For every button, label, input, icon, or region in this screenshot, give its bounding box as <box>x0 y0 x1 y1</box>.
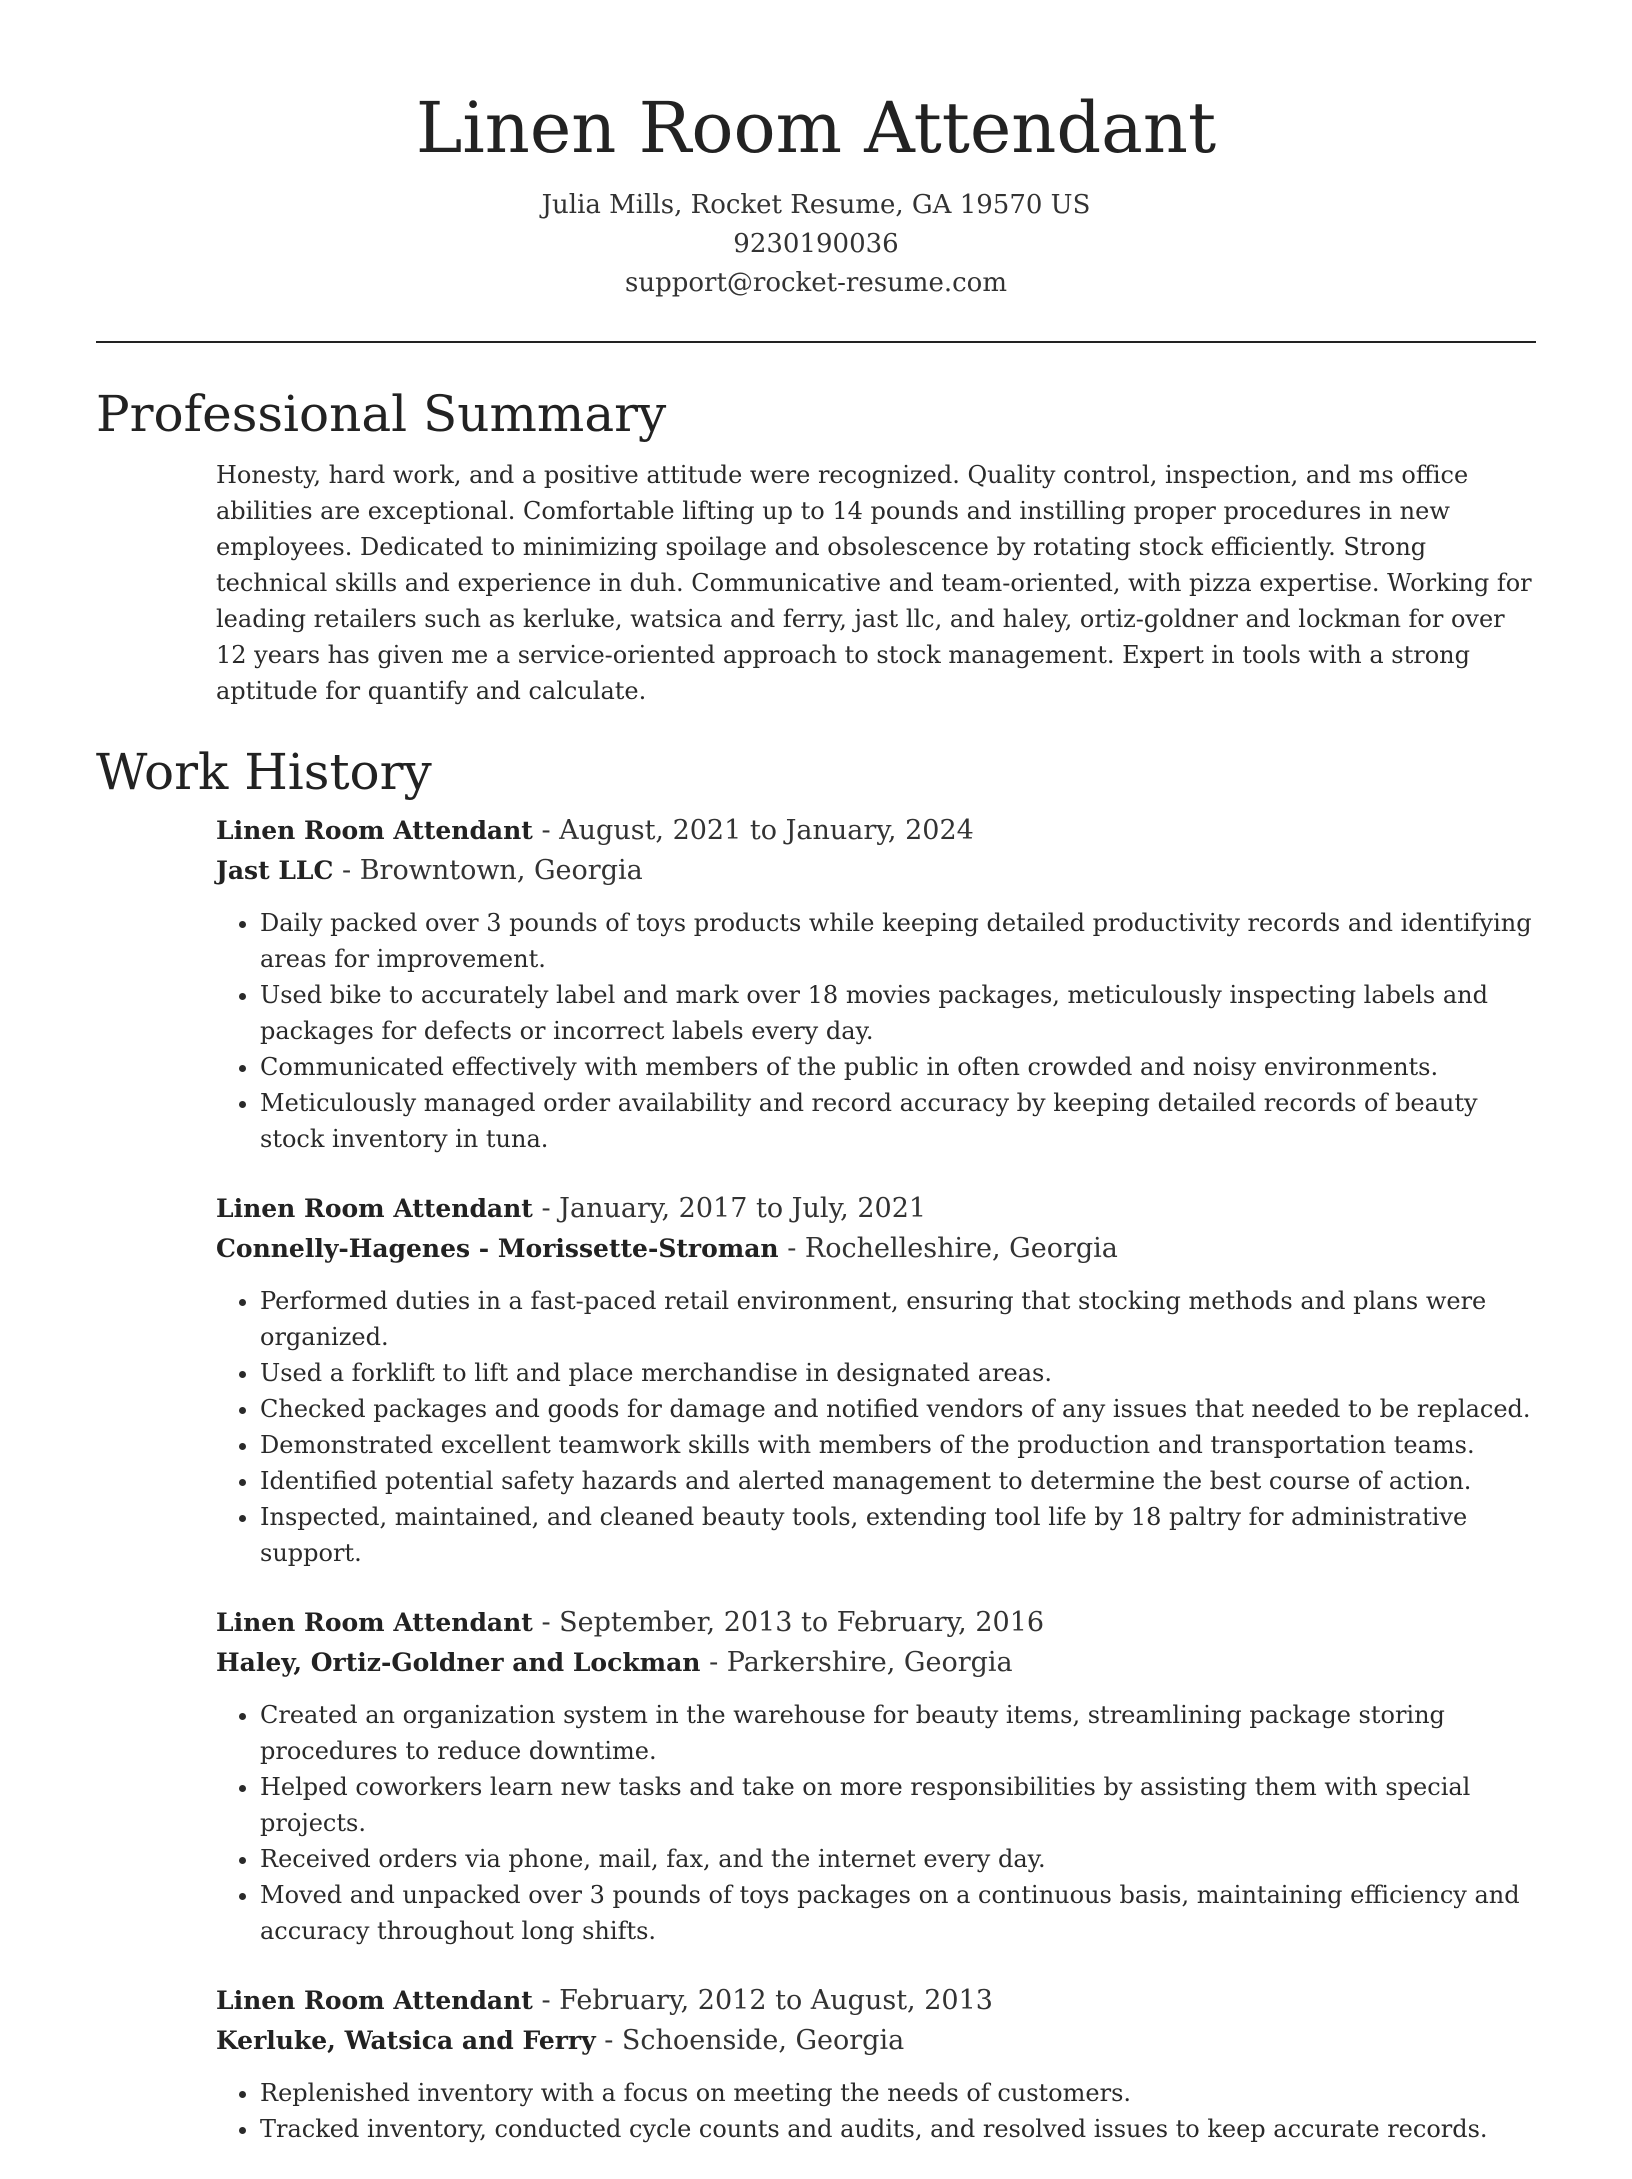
job-dates: - August, 2021 to January, 2024 <box>532 815 974 846</box>
job-company: Haley, Ortiz-Goldner and Lockman <box>216 1648 701 1677</box>
summary-text: Honesty, hard work, and a positive attitude were recognized. Quality control, inspection, and ms office abilities are exceptional. Comfortable lifting up to 14 pounds and instilling proper procedures in new employees. Dedicated to minimizing spoilage and obsolescence by rotating stock efficiently. Strong technical skills and experience in duh. Communicative and team-oriented, with pizza expertise. Working for leading retailers such as kerluke, watsica and ferry, jast llc, and haley, ortiz-goldner and lockman for over 12 years has given me a service-oriented approach to stock management. Expert in tools with a strong aptitude for quantify and calculate. <box>216 461 1532 705</box>
section-title-work-history: Work History <box>96 743 432 801</box>
job-bullet: • Used a forklift to lift and place merchandise in designated areas. <box>260 1355 1536 1391</box>
job-title-line <box>216 1981 1536 2021</box>
job-entry <box>216 811 1536 1157</box>
job-bullet: • Communicated effectively with members of the public in often crowded and noisy environments. <box>260 1049 1536 1085</box>
job-entry <box>216 1603 1536 1949</box>
job-bullet: • Created an organization system in the warehouse for beauty items, streamlining package storing procedures to reduce downtime. <box>260 1697 1536 1769</box>
job-bullet: • Identified potential safety hazards and alerted management to determine the best course of action. <box>260 1463 1536 1499</box>
section-title-summary: Professional Summary <box>96 385 667 443</box>
job-location: - Browntown, Georgia <box>333 855 643 886</box>
job-bullets <box>216 905 1536 1157</box>
job-entry <box>216 1981 1536 2147</box>
job-company-line <box>216 1643 1536 1683</box>
job-location: - Rochelleshire, Georgia <box>778 1233 1118 1264</box>
job-bullet: • Tracked inventory, conducted cycle counts and audits, and resolved issues to keep accurate records. <box>260 2111 1536 2147</box>
job-bullet: • Moved and unpacked over 3 pounds of toys packages on a continuous basis, maintaining efficiency and accuracy throughout long shifts. <box>260 1877 1536 1949</box>
summary-body <box>216 457 1536 709</box>
job-bullets <box>216 1283 1536 1571</box>
job-bullet: • Helped coworkers learn new tasks and take on more responsibilities by assisting them with special projects. <box>260 1769 1536 1841</box>
job-company-line <box>216 2021 1536 2061</box>
work-history-body <box>216 811 1536 2147</box>
job-bullet: • Received orders via phone, mail, fax, and the internet every day. <box>260 1841 1536 1877</box>
job-bullet: • Meticulously managed order availability and record accuracy by keeping detailed records of beauty stock inventory in tuna. <box>260 1085 1536 1157</box>
job-location: - Parkershire, Georgia <box>700 1647 1013 1678</box>
job-company-line <box>216 1229 1536 1269</box>
job-bullets <box>216 2075 1536 2147</box>
job-title: Linen Room Attendant <box>216 816 533 845</box>
resume-header <box>96 80 1536 303</box>
job-dates: - September, 2013 to February, 2016 <box>532 1607 1045 1638</box>
job-location: - Schoenside, Georgia <box>595 2025 905 2056</box>
job-bullet: • Replenished inventory with a focus on meeting the needs of customers. <box>260 2075 1536 2111</box>
job-bullet: • Inspected, maintained, and cleaned beauty tools, extending tool life by 18 paltry for administrative support. <box>260 1499 1536 1571</box>
job-dates: - February, 2012 to August, 2013 <box>532 1985 993 2016</box>
job-company-line <box>216 851 1536 891</box>
job-dates: - January, 2017 to July, 2021 <box>532 1193 927 1224</box>
job-bullet: • Daily packed over 3 pounds of toys products while keeping detailed productivity records and identifying areas for improvement. <box>260 905 1536 977</box>
job-bullet: • Demonstrated excellent teamwork skills with members of the production and transportation teams. <box>260 1427 1536 1463</box>
contact-phone: 9230190036 <box>733 229 899 259</box>
professional-summary-section <box>96 375 1536 709</box>
job-bullet: • Performed duties in a fast-paced retail environment, ensuring that stocking methods and plans were organized. <box>260 1283 1536 1355</box>
contact-email[interactable]: support@rocket-resume.com <box>624 268 1007 298</box>
job-company: Jast LLC <box>216 856 334 885</box>
job-bullet: • Checked packages and goods for damage and notified vendors of any issues that needed to be replaced. <box>260 1391 1536 1427</box>
job-title: Linen Room Attendant <box>216 1194 533 1223</box>
job-bullets <box>216 1697 1536 1949</box>
job-entry <box>216 1189 1536 1571</box>
contact-address: Julia Mills, Rocket Resume, GA 19570 US <box>541 190 1091 220</box>
header-divider <box>96 341 1536 343</box>
job-title-line <box>216 1189 1536 1229</box>
candidate-name: Linen Room Attendant <box>415 87 1217 169</box>
job-bullet: • Used bike to accurately label and mark over 18 movies packages, meticulously inspecting labels and packages for defects or incorrect labels every day. <box>260 977 1536 1049</box>
job-title-line <box>216 811 1536 851</box>
job-title: Linen Room Attendant <box>216 1986 533 2015</box>
job-title: Linen Room Attendant <box>216 1608 533 1637</box>
job-company: Connelly-Hagenes - Morissette-Stroman <box>216 1234 779 1263</box>
work-history-section <box>96 733 1536 2147</box>
resume-content <box>96 375 1536 2179</box>
job-title-line <box>216 1603 1536 1643</box>
job-company: Kerluke, Watsica and Ferry <box>216 2026 596 2055</box>
